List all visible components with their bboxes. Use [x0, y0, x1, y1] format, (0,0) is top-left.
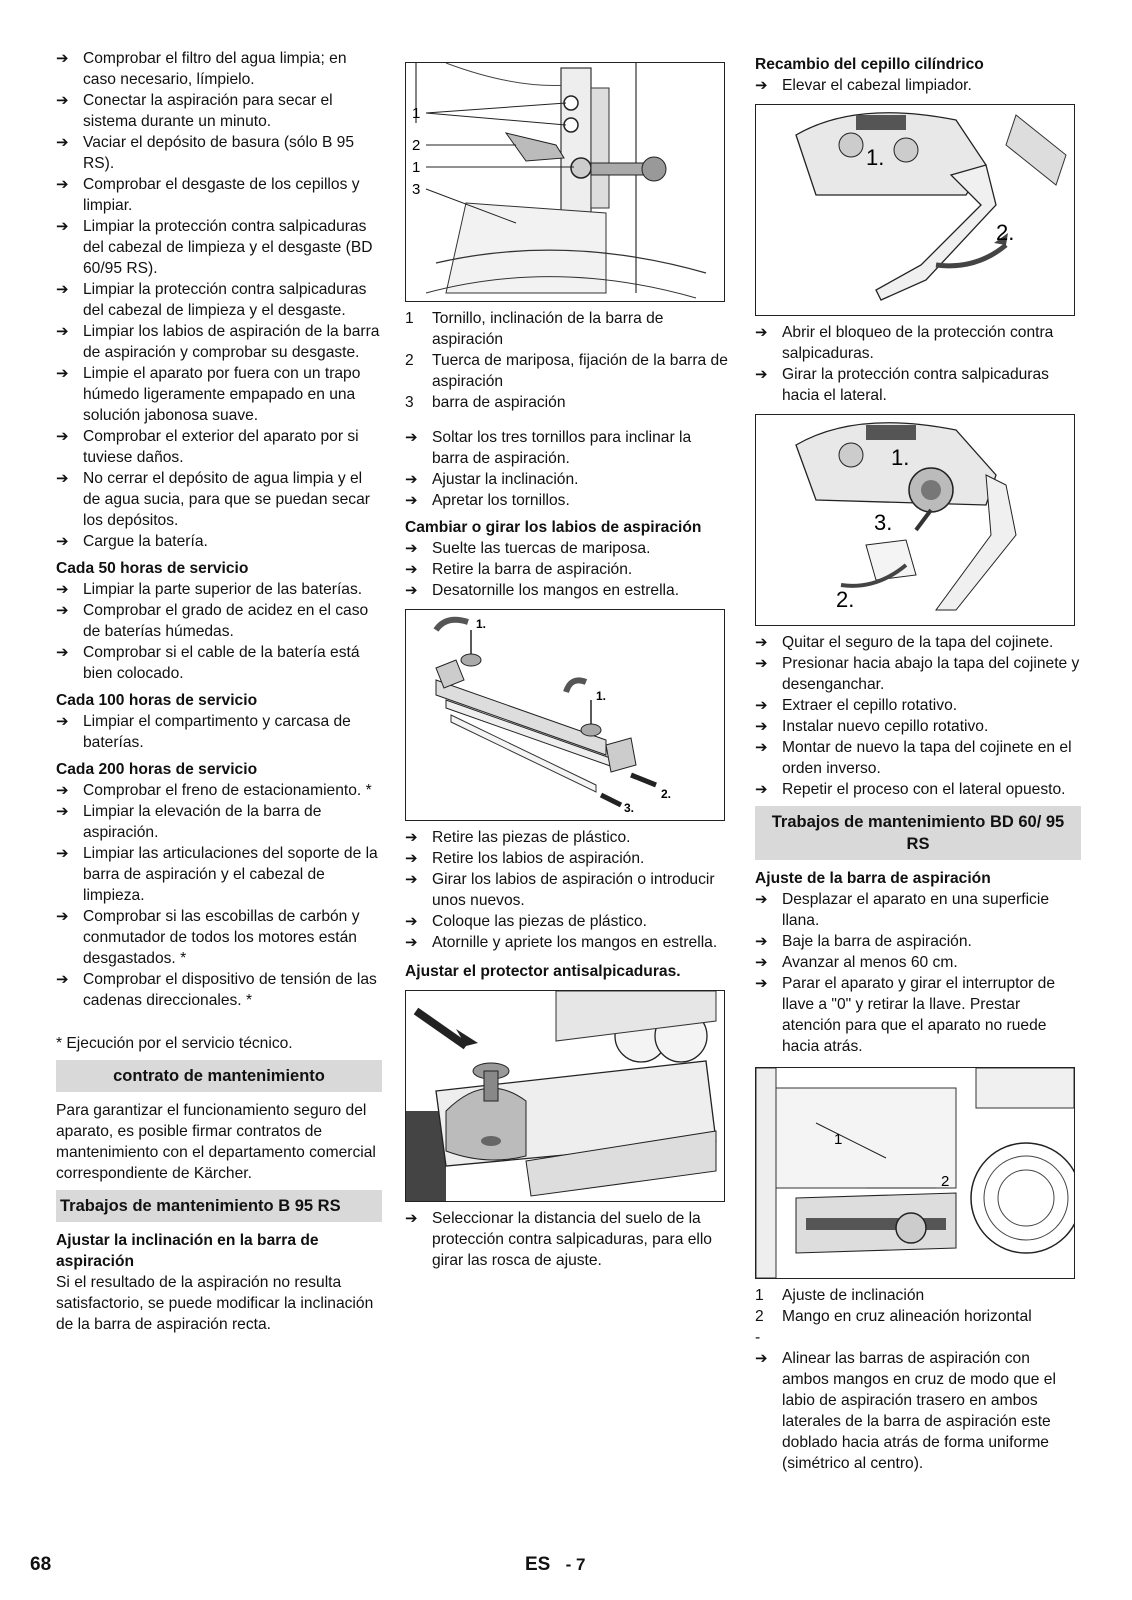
section-heading-b95: Trabajos de mantenimiento B 95 RS [56, 1190, 382, 1222]
footer-language [525, 1554, 585, 1575]
paragraph-inclinacion: Si el resultado de la aspiración no resulta satisfactorio, se puede modificar la inclinación de la barra de aspiración recta. [56, 1274, 374, 1333]
list-item: ➔ Apretar los tornillos. [405, 490, 731, 511]
figure-splash-guard [405, 990, 725, 1202]
list-item: ➔ Avanzar al menos 60 cm. [755, 952, 1081, 973]
section-heading-contrato: contrato de mantenimiento [56, 1060, 382, 1092]
legend-item: 1 Tornillo, inclinación de la barra de aspiración [405, 310, 664, 348]
list-item: ➔ Parar el aparato y girar el interruptor de llave a "0" y retirar la llave. Prestar atención para que el aparato no ruede hacia atrás. [755, 973, 1081, 1057]
list-item: ➔ Baje la barra de aspiración. [755, 931, 1081, 952]
list-item: ➔ Elevar el cabezal limpiador. [755, 75, 1081, 96]
list-item: ➔ Retire la barra de aspiración. [405, 559, 731, 580]
legend-item: 3 barra de aspiración [405, 394, 566, 411]
heading-50-hours: Cada 50 horas de servicio [56, 560, 249, 577]
figure-open-splash-guard [755, 104, 1075, 316]
language-code: ES [525, 1554, 551, 1575]
list-item: ➔ Retire las piezas de plástico. [405, 827, 731, 848]
list-item: ➔ Coloque las piezas de plástico. [405, 911, 731, 932]
page-number: 68 [30, 1554, 52, 1575]
figure-label: 1. [596, 689, 607, 703]
figure-inclination-screws [405, 62, 725, 302]
illustration-brush-head [756, 105, 1074, 315]
figure-label: 2. [996, 220, 1015, 245]
list-item: ➔ Desatornille los mangos en estrella. [405, 580, 731, 601]
list-item: ➔ Comprobar el dispositivo de tensión de las cadenas direccionales. * [56, 969, 382, 1011]
list-item: ➔ Cargue la batería. [56, 531, 382, 552]
heading-protector: Ajustar el protector antisalpicaduras. [405, 963, 681, 980]
figure-label: 1. [476, 617, 487, 631]
list-item: ➔ Comprobar el grado de acidez en el caso de baterías húmedas. [56, 600, 382, 642]
list-item: ➔ Comprobar el freno de estacionamiento. * [56, 780, 382, 801]
heading-ajuste: Ajuste de la barra de aspiración [755, 870, 991, 887]
list-item: ➔ Soltar los tres tornillos para inclinar la barra de aspiración. [405, 427, 731, 469]
list-item: ➔ No cerrar el depósito de agua limpia y el de agua sucia, para que se puedan secar los depósitos. [56, 468, 382, 531]
list-item: ➔ Atornille y apriete los mangos en estrella. [405, 932, 731, 953]
list-item: ➔ Limpiar la protección contra salpicaduras del cabezal de limpieza y el desgaste. [56, 279, 382, 321]
figure-label: 2 [412, 137, 421, 154]
figure-label: 1. [866, 145, 885, 170]
figure-label: 1 [412, 105, 421, 122]
list-item: ➔ Alinear las barras de aspiración con ambos mangos en cruz de modo que el labio de aspiración trasero en ambos laterales de la barra de aspiración este doblado hacia atrás de forma uniforme (simétrico al centro). [755, 1348, 1081, 1474]
list-item: ➔ Desplazar el aparato en una superficie llana. [755, 889, 1081, 931]
paragraph-contrato: Para garantizar el funcionamiento seguro del aparato, es posible firmar contratos de mantenimiento con el departamento comercial correspondiente de Kärcher. [56, 1102, 376, 1182]
list-item: ➔ Limpiar los labios de aspiración de la barra de aspiración y comprobar su desgaste. [56, 321, 382, 363]
list-item: ➔ Abrir el bloqueo de la protección contra salpicaduras. [755, 322, 1081, 364]
list-item: ➔ Retire los labios de aspiración. [405, 848, 731, 869]
heading-inclinacion: Ajustar la inclinación en la barra de aspiración [56, 1232, 319, 1270]
list-item: ➔ Comprobar el filtro del agua limpia; en caso necesario, límpielo. [56, 48, 382, 90]
section-page: - 7 [565, 1555, 586, 1574]
list-item: ➔ Conectar la aspiración para secar el sistema durante un minuto. [56, 90, 382, 132]
heading-labios: Cambiar o girar los labios de aspiración [405, 519, 702, 536]
figure-suction-bar-alignment [755, 1067, 1075, 1279]
list-item: ➔ Limpiar la parte superior de las baterías. [56, 579, 382, 600]
figure-label: 1 [412, 159, 421, 176]
figure-label: 1 [834, 1131, 843, 1148]
figure-label: 3. [624, 801, 635, 815]
illustration-suction-bar-bracket [406, 63, 724, 301]
list-item: ➔ Limpiar la protección contra salpicaduras del cabezal de limpieza y el desgaste (BD 60/95 RS). [56, 216, 382, 279]
bullet-list-intro [56, 48, 382, 552]
list-item: ➔ Quitar el seguro de la tapa del cojinete. [755, 632, 1081, 653]
list-item: ➔ Limpiar la elevación de la barra de aspiración. [56, 801, 382, 843]
list-item: ➔ Suelte las tuercas de mariposa. [405, 538, 731, 559]
heading-200-hours: Cada 200 horas de servicio [56, 761, 258, 778]
footnote: * Ejecución por el servicio técnico. [56, 1035, 293, 1052]
heading-100-hours: Cada 100 horas de servicio [56, 692, 258, 709]
column-right [755, 48, 1081, 1474]
illustration-splash-guard-adjust [406, 991, 724, 1201]
column-middle [405, 48, 731, 1271]
figure-label: 3 [412, 181, 421, 198]
list-item: ➔ Limpie el aparato por fuera con un trapo húmedo ligeramente empapado en una solución jabonosa suave. [56, 363, 382, 426]
heading-recambio: Recambio del cepillo cilíndrico [755, 56, 984, 73]
illustration-suction-bar-rear [756, 1068, 1074, 1278]
list-item: ➔ Repetir el proceso con el lateral opuesto. [755, 779, 1081, 800]
list-item: ➔ Ajustar la inclinación. [405, 469, 731, 490]
figure-label: 2 [941, 1173, 950, 1190]
figure-label: 3. [874, 510, 893, 535]
illustration-brush-removal [756, 415, 1074, 625]
list-item: ➔ Limpiar las articulaciones del soporte de la barra de aspiración y el cabezal de limpieza. [56, 843, 382, 906]
list-item: ➔ Instalar nuevo cepillo rotativo. [755, 716, 1081, 737]
legend-item: 2 Mango en cruz alineación horizontal [755, 1308, 1032, 1325]
list-item: ➔ Vaciar el depósito de basura (sólo B 95 RS). [56, 132, 382, 174]
figure-label: 2. [661, 787, 672, 801]
figure-suction-lips [405, 609, 725, 821]
list-item: ➔ Comprobar si las escobillas de carbón y conmutador de todos los motores están desgastados. * [56, 906, 382, 969]
legend-item: 2 Tuerca de mariposa, fijación de la barra de aspiración [405, 352, 728, 390]
list-item: ➔ Comprobar el exterior del aparato por si tuviese daños. [56, 426, 382, 468]
column-left [56, 48, 382, 1335]
list-item: ➔ Seleccionar la distancia del suelo de la protección contra salpicaduras, para ello girar las rosca de ajuste. [405, 1208, 731, 1271]
figure-label: 1. [891, 445, 910, 470]
list-item: ➔ Girar los labios de aspiración o introducir unos nuevos. [405, 869, 731, 911]
dash-separator: - [755, 1329, 761, 1346]
list-item: ➔ Extraer el cepillo rotativo. [755, 695, 1081, 716]
legend-item: 1 Ajuste de inclinación [755, 1287, 925, 1304]
illustration-suction-bar-exploded [406, 610, 724, 820]
list-item: ➔ Comprobar si el cable de la batería está bien colocado. [56, 642, 382, 684]
section-heading-bd: Trabajos de mantenimiento BD 60/ 95 RS [755, 806, 1081, 860]
list-item: ➔ Comprobar el desgaste de los cepillos y limpiar. [56, 174, 382, 216]
list-item: ➔ Montar de nuevo la tapa del cojinete en el orden inverso. [755, 737, 1081, 779]
figure-remove-brush [755, 414, 1075, 626]
list-item: ➔ Girar la protección contra salpicaduras hacia el lateral. [755, 364, 1081, 406]
list-item: ➔ Limpiar el compartimento y carcasa de baterías. [56, 711, 382, 753]
list-item: ➔ Presionar hacia abajo la tapa del cojinete y desenganchar. [755, 653, 1081, 695]
figure-label: 2. [836, 587, 855, 612]
